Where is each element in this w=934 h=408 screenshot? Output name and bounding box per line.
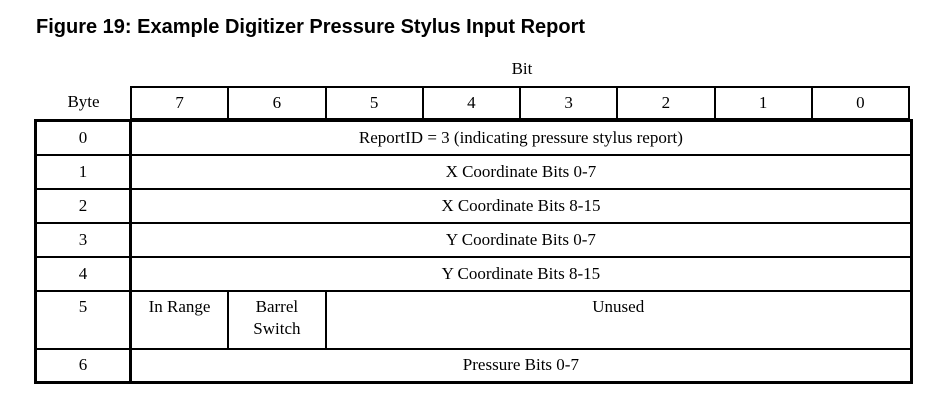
unused-cell: Unused <box>326 291 912 349</box>
row-content: ReportID = 3 (indicating pressure stylus report) <box>131 121 912 155</box>
byte-number: 4 <box>36 257 131 291</box>
bit-column-7: 7 <box>131 87 228 119</box>
row-content: Y Coordinate Bits 8-15 <box>131 257 912 291</box>
bit-caption: Bit <box>511 59 533 78</box>
bit-column-3: 3 <box>520 87 617 119</box>
row-content: X Coordinate Bits 0-7 <box>131 155 912 189</box>
table-row <box>36 349 912 383</box>
byte-number: 1 <box>36 155 131 189</box>
report-table <box>34 119 913 384</box>
byte-number: 5 <box>36 291 131 349</box>
byte-number: 0 <box>36 121 131 155</box>
row-content: Y Coordinate Bits 0-7 <box>131 223 912 257</box>
byte-number: 3 <box>36 223 131 257</box>
byte-caption: Byte <box>67 92 100 111</box>
in-range-cell: In Range <box>131 291 229 349</box>
table-row <box>36 223 912 257</box>
table-row <box>36 121 912 155</box>
table-row <box>36 257 912 291</box>
byte-number: 2 <box>36 189 131 223</box>
row-content: X Coordinate Bits 8-15 <box>131 189 912 223</box>
bit-column-1: 1 <box>715 87 812 119</box>
table-row <box>36 291 912 349</box>
barrel-switch-line2: Switch <box>253 318 301 338</box>
row-content: Pressure Bits 0-7 <box>131 349 912 383</box>
table-row <box>36 189 912 223</box>
bit-column-0: 0 <box>812 87 909 119</box>
barrel-switch-cell <box>228 291 326 349</box>
barrel-switch-line1: Barrel <box>255 296 299 316</box>
bit-column-4: 4 <box>423 87 520 119</box>
bit-column-6: 6 <box>228 87 325 119</box>
table-row <box>36 155 912 189</box>
bit-column-5: 5 <box>326 87 423 119</box>
byte-number: 6 <box>36 349 131 383</box>
bit-header-row <box>130 86 910 120</box>
bit-column-2: 2 <box>617 87 714 119</box>
figure-title: Figure 19: Example Digitizer Pressure Stylus Input Report <box>36 16 586 38</box>
